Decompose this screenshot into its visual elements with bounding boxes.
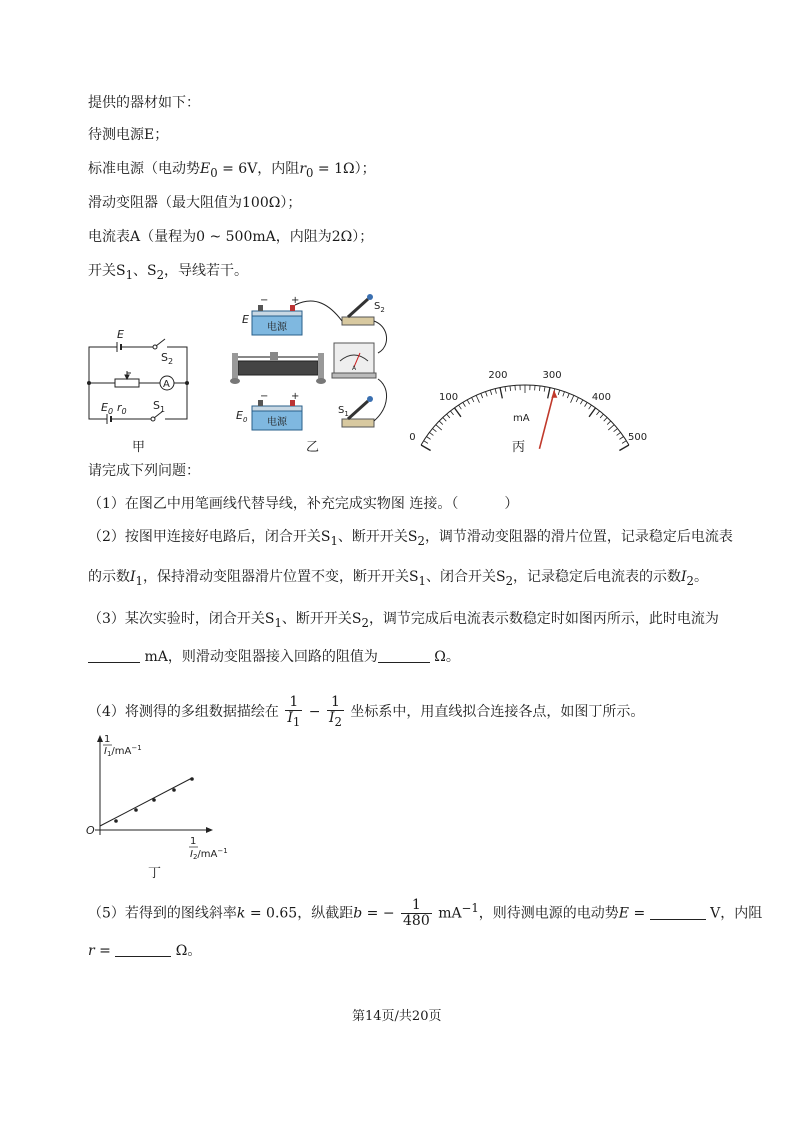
caption-ding: 丁 — [148, 866, 162, 881]
svg-text:电源: 电源 — [267, 322, 287, 333]
caption-bing: 丙 — [512, 440, 526, 455]
dial-tick — [567, 393, 569, 398]
dial-tick — [604, 418, 607, 422]
svg-text:−: − — [260, 391, 269, 402]
question-3-line1: （3）某次实验时，闭合开关$S_1$、断开开关$S_2$，调节完成后电流表示数稳定时如图丙所示，此时电流为 — [88, 611, 719, 630]
switch-s1-device — [338, 396, 374, 427]
caption-jia: 甲 — [132, 440, 146, 455]
blank-internal-resistance[interactable] — [115, 942, 171, 957]
dial-tick — [580, 400, 582, 404]
data-point — [190, 777, 194, 781]
dial-tick-label: 400 — [591, 391, 611, 403]
dial-tick — [424, 441, 428, 444]
switch-s2-blade — [156, 339, 165, 346]
dial-tick — [596, 411, 599, 415]
fit-line — [100, 778, 192, 826]
dial-tick — [619, 445, 629, 451]
dial-tick-label: 500 — [628, 432, 648, 443]
dial-tick — [558, 390, 559, 395]
dial-tick — [490, 390, 491, 395]
dial-needle-tip — [551, 391, 557, 398]
figure-bing-dial — [409, 345, 648, 443]
dial-tick — [421, 445, 431, 451]
blank-current[interactable] — [88, 648, 140, 663]
dial-tick — [585, 402, 588, 406]
dial-tick — [447, 414, 450, 418]
svg-text:E: E — [242, 313, 249, 326]
dial-tick — [589, 405, 592, 409]
dial-tick — [481, 393, 483, 398]
svg-text:E0: $E_0$ — [236, 409, 248, 424]
svg-text:S2: $S_2$ — [374, 301, 385, 314]
label-ammeter: A — [163, 379, 170, 390]
dial-tick — [463, 402, 466, 406]
dial-tick — [459, 405, 462, 409]
ammeter-device — [332, 343, 376, 378]
dial-tick — [619, 437, 623, 440]
question-5-line1: （5）若得到的图线斜率k = 0.65，纵截距b = − $\frac{1}{480}$ $mA^{-1}$，则待测电源的电动势E = V，内阻 — [88, 897, 763, 930]
blank-resistance[interactable] — [378, 648, 430, 663]
item-switches: 开关$S_1$、$S_2$，导线若干。 — [88, 263, 249, 282]
dial-tick — [563, 392, 565, 397]
label-e: E — [117, 328, 124, 341]
dial-tick — [505, 387, 506, 392]
dial-tick-label: 200 — [488, 369, 508, 381]
figure-ding-plot — [80, 730, 240, 865]
item-source: 待测电源E； — [88, 127, 169, 143]
item-ammeter: 电流表A（量程为0 ~ 500mA，内阻为2Ω）； — [88, 229, 374, 245]
dial-tick-label: 0 — [409, 432, 416, 443]
question-2-line2: 的示数$I_1$，保持滑动变阻器滑片位置不变，断开开关$S_1$、闭合开关$S_2$，记录稳定后电流表的示数$I_2$。 — [88, 569, 708, 588]
dial-tick — [467, 400, 469, 404]
dial-tick — [607, 421, 611, 424]
prompt-text: 请完成下列问题： — [88, 463, 200, 479]
x-axis-label-den: $I_2/mA^{-1}$ — [190, 847, 228, 861]
dial-tick — [443, 418, 446, 422]
svg-text:−: − — [260, 295, 269, 306]
svg-text:S1: $S_1$ — [338, 405, 349, 418]
svg-text:电源: 电源 — [267, 417, 287, 428]
question-5-line2: r = Ω。 — [88, 943, 202, 959]
dial-tick — [539, 386, 540, 391]
dial-tick — [472, 398, 474, 402]
figure-jia-circuit — [85, 325, 205, 435]
data-point — [114, 819, 118, 823]
data-point — [152, 798, 156, 802]
page-footer: 第14页/共20页 — [352, 1009, 442, 1024]
data-point — [134, 808, 138, 812]
question-4: （4）将测得的多组数据描绘在 $\frac{1}{I_1}$ − $\frac{1}{I_2}$ 坐标系中，用直线拟合连接各点，如图丁所示。 — [88, 693, 645, 729]
svg-text:A: A — [352, 365, 357, 372]
svg-text:+: + — [291, 295, 300, 306]
dial-tick — [426, 437, 430, 440]
switch-s2-device — [342, 294, 385, 325]
label-r0: $r_0$ — [117, 401, 127, 416]
dial-tick-label: 100 — [439, 391, 459, 403]
dial-tick — [589, 408, 595, 417]
blank-emf[interactable] — [650, 905, 706, 920]
dial-tick-label: 300 — [542, 369, 562, 381]
dial-tick — [433, 429, 437, 432]
dial-tick — [486, 392, 488, 397]
dial-tick — [495, 389, 496, 394]
dial-tick — [500, 388, 502, 399]
rheostat-symbol — [115, 379, 139, 387]
battery-top — [252, 305, 302, 335]
dial-tick — [450, 411, 453, 415]
x-axis-arrow — [206, 827, 213, 833]
caption-yi: 乙 — [306, 440, 320, 455]
dial-tick — [622, 441, 626, 444]
dial-unit-label: mA — [513, 413, 530, 424]
y-axis-label: 1 — [104, 734, 111, 745]
dial-tick — [429, 432, 433, 435]
dial-tick — [544, 387, 545, 392]
y-axis-label-den: $I_1/mA^{-1}$ — [104, 744, 142, 758]
y-axis-arrow — [97, 735, 103, 742]
dial-tick — [608, 425, 614, 430]
battery-bottom — [252, 400, 302, 430]
svg-text:+: + — [291, 391, 300, 402]
dial-tick — [548, 388, 550, 399]
dial-tick — [617, 432, 621, 435]
x-axis-label: 1 — [190, 836, 197, 847]
dial-tick — [436, 425, 442, 430]
label-s1: $S_1$ — [153, 399, 166, 414]
dial-tick — [600, 414, 603, 418]
question-1: （1）在图乙中用笔画线代替导线，补充完成实物图 连接。（ ） — [88, 496, 519, 512]
label-e0: $E_0$ — [101, 401, 114, 416]
question-3-line2: mA，则滑动变阻器接入回路的阻值为 Ω。 — [88, 648, 460, 666]
dial-tick — [476, 395, 479, 402]
item-rheostat: 滑动变阻器（最大阻值为100Ω）； — [88, 195, 302, 211]
rheostat-device — [230, 352, 326, 384]
figure-yi-apparatus — [230, 295, 400, 440]
origin-label: O — [86, 824, 95, 837]
dial-tick — [571, 395, 574, 402]
label-s2: $S_2$ — [161, 351, 174, 366]
dial-tick — [439, 421, 443, 424]
dial-needle — [539, 391, 554, 449]
intro-text: 提供的器材如下： — [88, 95, 200, 111]
data-point — [172, 788, 176, 792]
dial-tick — [454, 408, 460, 417]
dial-tick — [576, 398, 578, 402]
dial-tick — [614, 429, 618, 432]
question-2-line1: （2）按图甲连接好电路后，闭合开关$S_1$、断开开关$S_2$，调节滑动变阻器的滑片位置，记录稳定后电流表 — [88, 529, 733, 548]
dial-tick — [510, 386, 511, 391]
item-standard-source: 标准电源（电动势$E_0 = 6V$，内阻$r_0 = 1\Omega$）； — [88, 161, 376, 180]
